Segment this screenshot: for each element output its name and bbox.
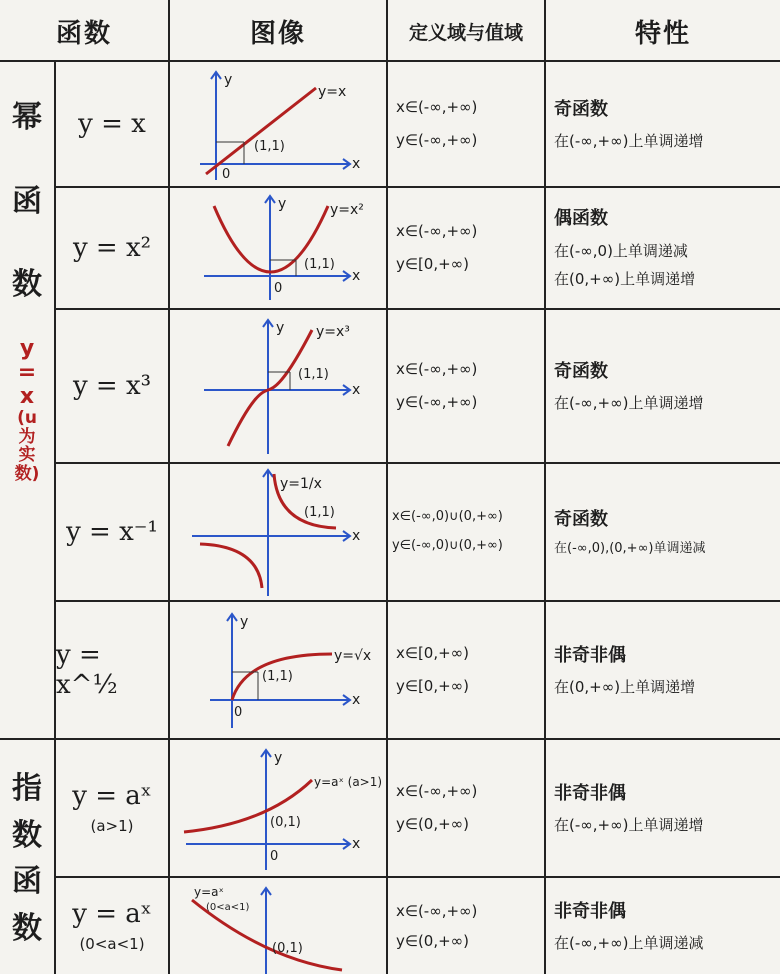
formula: y = aˣ [72, 781, 152, 811]
origin-label: 0 [234, 705, 243, 720]
header-domain-range: 定义域与值域 [408, 21, 523, 44]
header-function: 函数 [55, 18, 112, 49]
axis-y-label: y [224, 72, 233, 88]
parity: 偶函数 [554, 208, 608, 230]
point-label: (0,1) [270, 815, 301, 830]
graph-cell [170, 62, 386, 186]
graph-cell [170, 464, 386, 600]
domain: x∈[0,+∞) [396, 644, 470, 662]
domain-range-cell [388, 878, 544, 974]
formula-condition: (0<a<1) [79, 935, 145, 953]
formula-condition: (a>1) [90, 817, 134, 835]
category-char: 函 [12, 183, 42, 219]
axis-x-label: x [352, 836, 361, 852]
category-exponential [0, 766, 54, 952]
graph-cell [170, 740, 386, 876]
category-char: 数 [12, 267, 42, 302]
curve-label: y=aˣ (a>1) [314, 775, 383, 789]
graph-cell [170, 188, 386, 308]
formula-cell [56, 740, 168, 876]
header-graph: 图像 [249, 18, 306, 49]
point-label: (1,1) [262, 669, 293, 684]
formula: y = x⁻¹ [66, 517, 158, 547]
parity: 非奇非偶 [554, 782, 626, 804]
curve-label-condition: (0<a<1) [206, 902, 250, 913]
domain: x∈(-∞,+∞) [396, 222, 478, 240]
axis-x-label: x [352, 268, 361, 284]
domain: x∈(-∞,+∞) [396, 360, 478, 378]
property-cell [546, 464, 780, 600]
formula-cell [56, 188, 168, 308]
power-exponent-note: y = x (u 为 实 数) [14, 335, 40, 485]
parity: 奇函数 [554, 360, 608, 382]
formula: y = x [78, 109, 146, 139]
graph-cell [170, 602, 386, 738]
curve-label: y=√x [334, 648, 372, 664]
graph-exponential-decay [170, 878, 386, 974]
axis-y-label: y [240, 614, 249, 630]
domain-range-cell [388, 740, 544, 876]
monotonicity: 在(-∞,+∞)上单调递减 [554, 933, 704, 952]
formula-cell [56, 878, 168, 974]
domain-range-cell [388, 602, 544, 738]
category-power [0, 96, 54, 484]
point-label: (0,1) [272, 941, 303, 956]
parity: 奇函数 [554, 508, 608, 530]
category-char: 幂 [12, 100, 42, 135]
point-label: (1,1) [304, 505, 335, 520]
graph-exponential-growth [170, 740, 386, 876]
monotonicity: 在(-∞,0),(0,+∞)单调递减 [554, 540, 706, 556]
domain: x∈(-∞,+∞) [396, 782, 478, 800]
range: y∈(-∞,+∞) [396, 131, 478, 149]
axis-x-label: x [352, 382, 361, 398]
range: y∈(-∞,+∞) [396, 393, 478, 411]
property-cell [546, 62, 780, 186]
category-char: 指 [12, 771, 42, 806]
origin-label: 0 [270, 849, 279, 864]
graph-quadratic [170, 188, 386, 308]
curve-label: y=x² [330, 202, 364, 218]
category-char: 函 [12, 864, 42, 899]
range: y∈[0,+∞) [396, 677, 470, 695]
range: y∈(-∞,0)∪(0,+∞) [392, 538, 503, 553]
header-property: 特性 [634, 18, 691, 49]
domain-range-cell [388, 188, 544, 308]
formula-cell [56, 602, 168, 738]
formula-cell [56, 62, 168, 186]
property-cell [546, 740, 780, 876]
axis-y-label: y [276, 320, 285, 336]
domain: x∈(-∞,+∞) [396, 98, 478, 116]
domain-range-cell [388, 62, 544, 186]
point-label: (1,1) [298, 367, 329, 382]
monotonicity: 在(0,+∞)上单调递增 [554, 677, 696, 696]
range: y∈(0,+∞) [396, 932, 470, 950]
range: y∈(0,+∞) [396, 815, 470, 833]
axis-x-label: x [352, 156, 361, 172]
graph-sqrt [170, 602, 386, 738]
property-cell [546, 878, 780, 974]
formula: y = x² [72, 233, 152, 263]
monotonicity: 在(-∞,+∞)上单调递增 [554, 815, 704, 834]
monotonicity: 在(-∞,0)上单调递减 [554, 241, 688, 260]
category-char: 数 [12, 910, 42, 946]
graph-cell [170, 310, 386, 462]
parity: 非奇非偶 [554, 644, 626, 666]
graph-cubic [170, 310, 386, 462]
graph-linear [170, 62, 386, 186]
domain: x∈(-∞,+∞) [396, 902, 478, 920]
parity: 非奇非偶 [554, 900, 626, 922]
formula: y = aˣ [72, 899, 152, 929]
property-cell [546, 310, 780, 462]
axis-x-label: x [352, 528, 361, 544]
property-cell [546, 188, 780, 308]
parity: 奇函数 [554, 98, 608, 120]
origin-label: 0 [274, 281, 283, 296]
formula: y = x³ [72, 371, 152, 401]
domain-range-cell [388, 464, 544, 600]
graph-reciprocal [170, 464, 386, 600]
formula-cell [56, 464, 168, 600]
category-char: 数 [12, 817, 42, 853]
monotonicity: 在(-∞,+∞)上单调递增 [554, 393, 704, 412]
curve-label: y=x³ [316, 324, 350, 340]
property-cell [546, 602, 780, 738]
axis-y-label: y [274, 750, 283, 766]
origin-label: 0 [222, 167, 231, 182]
point-label: (1,1) [254, 139, 285, 154]
curve-label: y=x [318, 84, 347, 100]
range: y∈[0,+∞) [396, 255, 470, 273]
axis-y-label: y [278, 196, 287, 212]
curve-label: y=aˣ [194, 885, 224, 899]
domain-range-cell [388, 310, 544, 462]
graph-cell [170, 878, 386, 974]
formula-cell [56, 310, 168, 462]
monotonicity: 在(0,+∞)上单调递增 [554, 270, 696, 289]
point-label: (1,1) [304, 257, 335, 272]
formula: y = x^½ [56, 640, 118, 700]
domain: x∈(-∞,0)∪(0,+∞) [392, 509, 503, 525]
monotonicity: 在(-∞,+∞)上单调递增 [554, 131, 704, 150]
axis-x-label: x [352, 692, 361, 708]
curve-label: y=1/x [280, 476, 322, 492]
